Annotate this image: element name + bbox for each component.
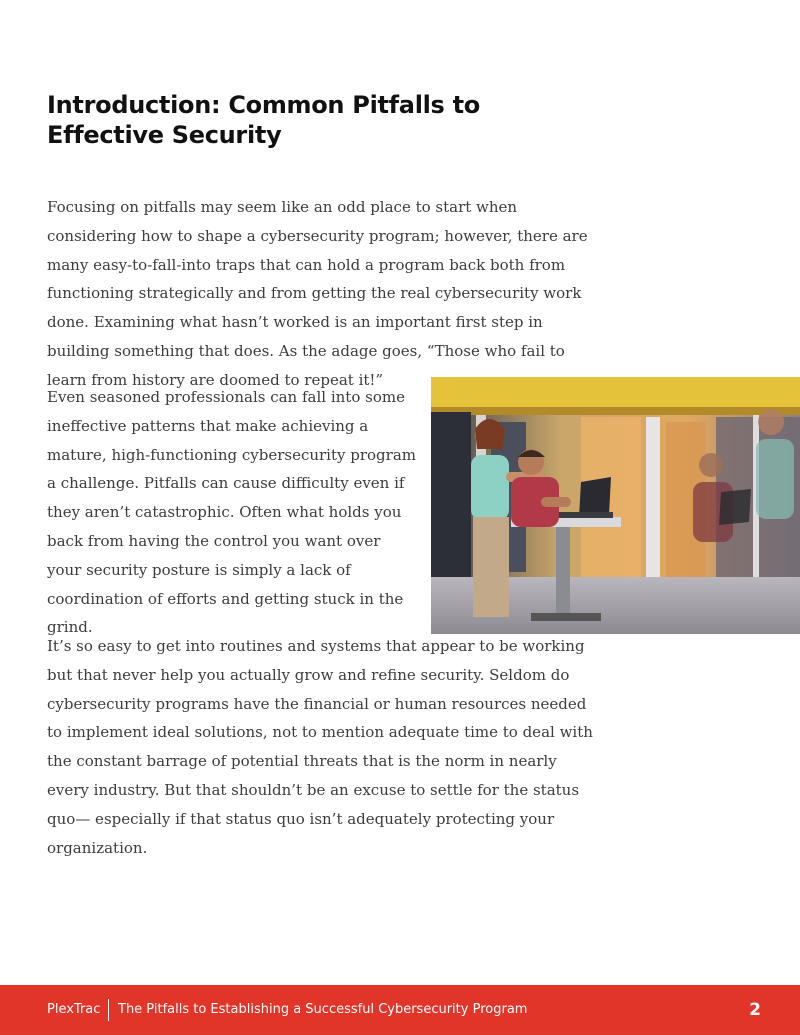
page-title: Introduction: Common Pitfalls to Effective Security [47, 91, 480, 149]
page-number: 2 [749, 1000, 761, 1020]
page-footer [0, 985, 800, 1035]
footer-divider [108, 999, 109, 1021]
server-room-photo [431, 377, 800, 634]
footer-brand: PlexTrac [47, 1002, 101, 1017]
intro-paragraph-1: Focusing on pitfalls may seem like an odd place to start when considering how to shape a cybersecurity program; however, there are many easy-to-fall-into traps that can hold a program back both from functioning strategically and from getting the real cybersecurity work done. Examining what hasn’t worked is an important first step in building something that does. As the adage goes, “Those who fail to learn from history are doomed to repeat it!” [47, 198, 588, 389]
intro-paragraph-2: Even seasoned professionals can fall into some ineffective patterns that make achieving a mature, high-functioning cybersecurity program a challenge. Pitfalls can cause difficulty even if they aren’t catastrophic. Often what holds you back from having the control you want over your security posture is simply a lack of coordination of efforts and getting stuck in the grind. [47, 388, 416, 637]
intro-paragraph-3: It’s so easy to get into routines and systems that appear to be working but that never help you actually grow and refine security. Seldom do cybersecurity programs have the financial or human resources needed to implement ideal solutions, not to mention adequate time to deal with the constant barrage of potential threats that is the norm in nearly every industry. But that shouldn’t be an excuse to settle for the status quo— especially if that status quo isn’t adequately protecting your organization. [47, 637, 593, 857]
footer-document-title: The Pitfalls to Establishing a Successful Cybersecurity Program [118, 1002, 528, 1017]
